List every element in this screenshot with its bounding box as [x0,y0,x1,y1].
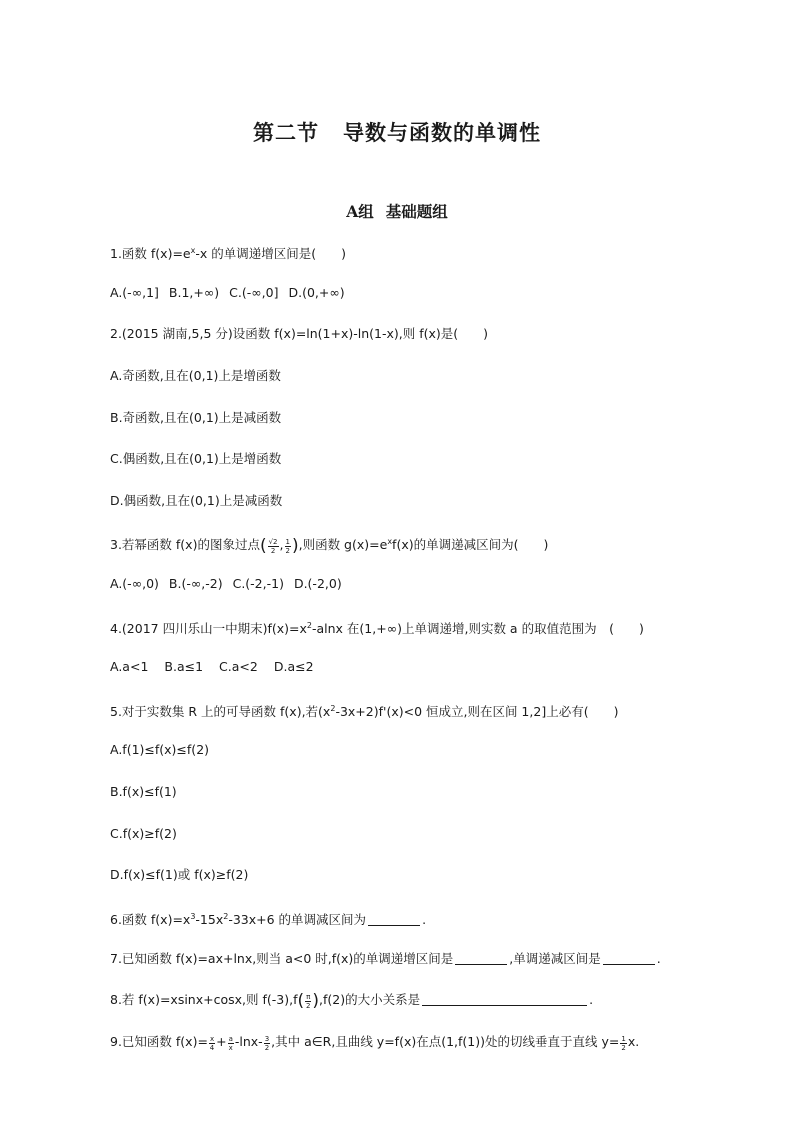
q3-text-mid: ,则函数 g(x)=e [298,537,388,552]
q5-text: 5.对于实数集 R 上的可导函数 f(x),若(x [110,704,331,719]
page-title-topic: 导数与函数的单调性 [343,120,541,145]
question-3-stem: 3.若幂函数 f(x)的图象过点( $\frac{√2}{2}$ , $\frac{1}{2}$ ),则函数 $g(x)=e^xf(x)$的单调递减区间为( ) [110,536,549,556]
q9-text: 9.已知函数 f(x)= [110,1034,208,1049]
q3-fraction-sqrt2-over-2: $\frac{√2}{2}$ [268,538,278,555]
q2-option-a: A.奇函数,且在(0,1)上是增函数 [110,368,281,383]
q3-superscript: x [387,537,393,546]
question-5-stem [110,700,618,721]
q5-text-end: -3x+2)f'(x)<0 恒成立,则在区间 1,2]上必有( ) [335,704,619,719]
q8-answer-blank [422,993,587,1006]
question-1-options [110,284,345,302]
page-title-section: 第二节 [253,120,319,145]
q4-option-b: B.a≤1 [164,659,204,674]
q4-option-c: C.a<2 [219,659,258,674]
q7-period: . [656,951,661,966]
q1-text-end: -x 的单调递增区间是( ) [195,246,346,261]
q3-text: 3.若幂函数 f(x)的图象过点 [110,537,260,552]
q1-option-c: C.(-∞,0] [229,285,279,300]
q6-text: 6.函数 f(x)=x [110,912,191,927]
q4-text-end: -alnx 在(1,+∞)上单调递增,则实数 a 的取值范围为 ( ) [311,621,644,636]
q9-fraction-3-over-2: $\frac{3}{2}$ [264,1035,270,1052]
q2-option-c: C.偶函数,且在(0,1)上是增函数 [110,451,282,466]
question-4-stem [110,617,644,638]
q3-option-b: B.(-∞,-2) [168,576,223,591]
q6-superscript-3: 3 [190,912,196,921]
q6-superscript-2: 2 [223,912,229,921]
question-8-stem: 8.若 f(x)=xsinx+cosx,则 f(-3),f( $\frac{\pi}{2}$ ),f(2)的大小关系是 . [110,991,594,1011]
q6-text-2: -15x [195,912,224,927]
q1-option-b: B.1,+∞) [168,285,220,300]
q9-fraction-a-over-x: $\frac{a}{x}$ [228,1035,233,1052]
q9-text-3: ,其中 a∈R,且曲线 y=f(x)在点(1,f(1))处的切线垂直于直线 y= [271,1034,620,1049]
q3-text-end: f(x)的单调递减区间为( ) [392,537,549,552]
q1-option-d: D.(0,+∞) [288,285,345,300]
q5-option-d: D.f(x)≤f(1)或 f(x)≥f(2) [110,867,249,882]
question-9-stem [110,1033,639,1052]
question-3-options [110,575,342,593]
q8-text: 8.若 f(x)=xsinx+cosx,则 f(-3),f [110,992,298,1007]
q9-fraction-half: $\frac{1}{2}$ [621,1035,626,1052]
q4-superscript: 2 [306,621,312,630]
q7-decreasing-blank [603,952,655,965]
q9-fraction-x-over-4: $\frac{x}{4}$ [209,1035,215,1052]
question-7-stem [110,950,661,968]
q4-option-a: A.a<1 [110,659,149,674]
q3-option-a: A.(-∞,0) [110,576,159,591]
q7-increasing-blank [455,952,507,965]
q5-superscript: 2 [330,704,336,713]
q9-plus: + [216,1034,227,1049]
question-6-stem [110,908,426,929]
q9-text-2: -lnx- [234,1034,263,1049]
section-heading-label: 基础题组 [385,202,448,221]
question-1-stem [110,242,346,263]
section-heading-group: A组 [346,202,374,221]
q8-text-2: ,f(2)的大小关系是 [318,992,421,1007]
q7-text: 7.已知函数 f(x)=ax+lnx,则当 a<0 时,f(x)的单调递增区间是 [110,951,454,966]
q3-option-c: C.(-2,-1) [232,576,284,591]
q4-text: 4.(2017 四川乐山一中期末)f(x)=x [110,621,307,636]
q4-option-d: D.a≤2 [273,659,314,674]
q8-period: . [589,992,594,1007]
section-heading [0,200,794,222]
q3-fraction-half: $\frac{1}{2}$ [285,538,290,555]
page-title [0,117,794,147]
q1-superscript: x [190,246,196,255]
q5-option-b: B.f(x)≤f(1) [110,784,177,799]
q6-answer-blank [368,913,420,926]
q7-text-2: ,单调递减区间是 [509,951,601,966]
q6-period: . [422,912,427,927]
q9-text-end: x. [627,1034,640,1049]
q2-option-b: B.奇函数,且在(0,1)上是减函数 [110,410,282,425]
q5-option-c: C.f(x)≥f(2) [110,826,177,841]
q1-text: 1.函数 f(x)=e [110,246,191,261]
q8-fraction-pi-over-2: $\frac{\pi}{2}$ [306,993,311,1010]
question-2-stem: 2.(2015 湖南,5,5 分)设函数 f(x)=ln(1+x)-ln(1-x),则 f(x)是( ) [110,326,489,341]
q6-text-3: -33x+6 的单调减区间为 [228,912,367,927]
question-4-options [110,658,314,676]
q3-option-d: D.(-2,0) [293,576,342,591]
q2-option-d: D.偶函数,且在(0,1)上是减函数 [110,493,283,508]
q1-option-a: A.(-∞,1] [110,285,159,300]
q5-option-a: A.f(1)≤f(x)≤f(2) [110,742,210,757]
